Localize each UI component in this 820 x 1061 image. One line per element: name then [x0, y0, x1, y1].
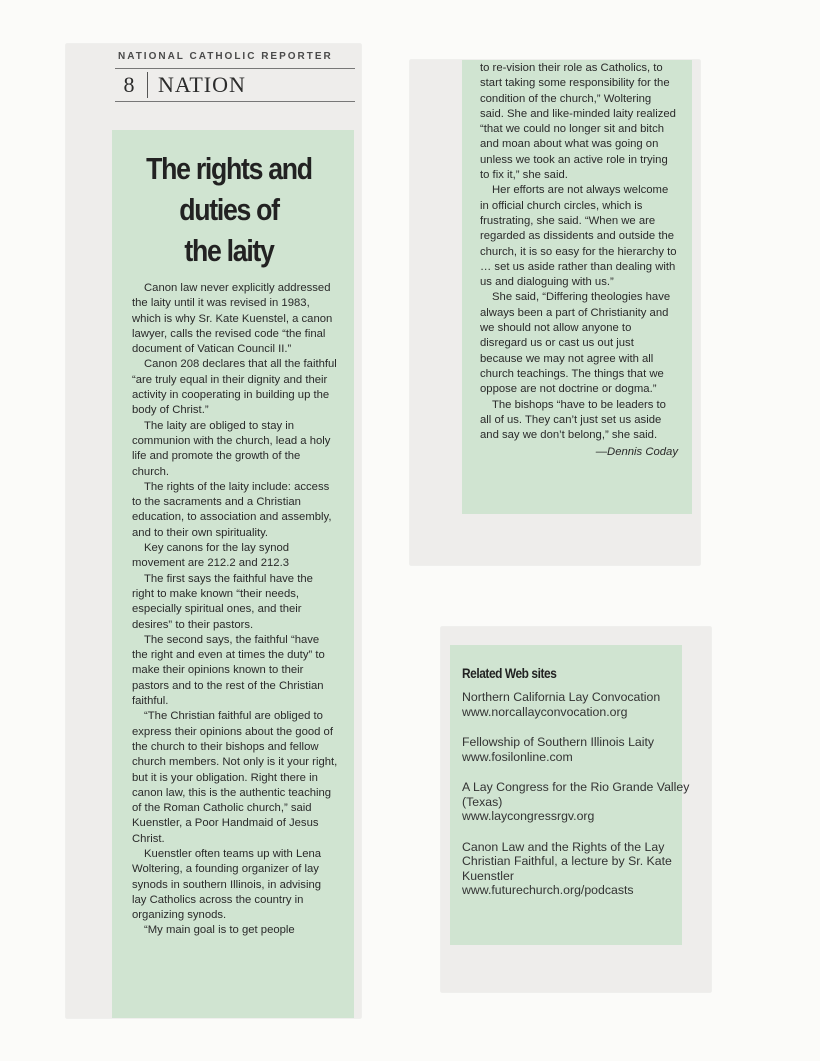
site-url: www.laycongressrgv.org [462, 809, 595, 823]
site-entry [462, 840, 692, 898]
paragraph: The second says, the faithful “have the right and even at times the duty” to make their opinions known to their pastors and to the rest of the Christian faithful. [132, 633, 325, 708]
paragraph: The first says the faithful have the right to make known “their needs, especially spiritual ones, and their desires” to their pastors. [132, 572, 313, 631]
site-url: www.futurechurch.org/podcasts [462, 883, 634, 897]
paragraph: Key canons for the lay synod movement are 212.2 and 212.3 [132, 542, 290, 570]
paragraph: Her efforts are not always welcome in official church circles, which is frustrating, she said. “When we are regarded as dissidents and outside the church, it is so easy for the hierarchy to … set us aside rather than dealing with us and dialoguing with us.” [480, 184, 677, 289]
site-url: www.norcallayconvocation.org [462, 704, 628, 719]
paragraph: The bishops “have to be leaders to all of us. They can’t just set us aside and say we don’t belong,” she said. [480, 398, 666, 442]
left-article-column [132, 281, 338, 939]
headline-line-3: the laity [184, 233, 274, 268]
paragraph: “My main goal is to get people [144, 924, 295, 937]
site-name: Canon Law and the Rights of the Lay Christian Faithful, a lecture by Sr. Kate Kuenstler [462, 839, 672, 883]
paragraph: Canon 208 declares that all the faithful “are truly equal in their dignity and their activity in cooperating in building up the body of Christ.” [132, 358, 337, 417]
page-number: 8 [115, 72, 148, 98]
related-sites-list [462, 690, 692, 914]
paragraph: “The Christian faithful are obliged to express their opinions about the good of the church to their bishops and fellow church members. Not only is it your right, but it is your obligation. Right there in canon law, this is the authentic teaching of the Roman Catholic church,” said Kuenstler, a Poor Handmaid of Jesus Christ. [132, 710, 338, 845]
headline-line-1: The rights and [146, 151, 312, 186]
related-sites-title: Related Web sites [462, 665, 557, 681]
headline [135, 148, 322, 271]
site-entry [462, 735, 692, 764]
paragraph: Canon law never explicitly addressed the laity until it was revised in 1983, which is why Sr. Kate Kuenstel, a canon lawyer, calls the revised code “the final document of Vatican Council II.” [132, 282, 333, 356]
headline-line-2: duties of [179, 192, 279, 227]
site-name: Fellowship of Southern Illinois Laity [462, 735, 655, 749]
continuation-column [480, 61, 678, 461]
site-url: www.fosilonline.com [462, 749, 573, 764]
site-name: Northern California Lay Convocation [462, 690, 661, 704]
paragraph: to re-vision their role as Catholics, to start taking some responsibility for the condition of the church,” Woltering said. She and like-minded laity realized “that we could no longer sit and bitch and moan about what was going on unless we took an active role in trying to fix it,” she said. [480, 62, 676, 182]
paragraph: The rights of the laity include: access to the sacraments and a Christian education, to association and assembly, and to their own spirituality. [132, 480, 332, 539]
site-entry [462, 690, 692, 719]
byline: —Dennis Coday [595, 446, 678, 459]
site-entry [462, 780, 692, 824]
paragraph: The laity are obliged to stay in communion with the church, lead a holy life and promote the growth of the church. [132, 419, 331, 478]
section-name: NATION [158, 72, 246, 97]
masthead: NATIONAL CATHOLIC REPORTER [118, 51, 333, 62]
paragraph: She said, “Differing theologies have always been a part of Christianity and we should not allow anyone to disregard us or cast us out just because we may not agree with all church teachings. The things that we oppose are not doctrine or dogma.” [480, 291, 671, 396]
section-header [115, 68, 355, 102]
paragraph: Kuenstler often teams up with Lena Woltering, a founding organizer of lay synods in southern Illinois, in advising lay Catholics across the country in organizing synods. [132, 847, 322, 922]
site-name: A Lay Congress for the Rio Grande Valley (Texas) [462, 780, 690, 809]
